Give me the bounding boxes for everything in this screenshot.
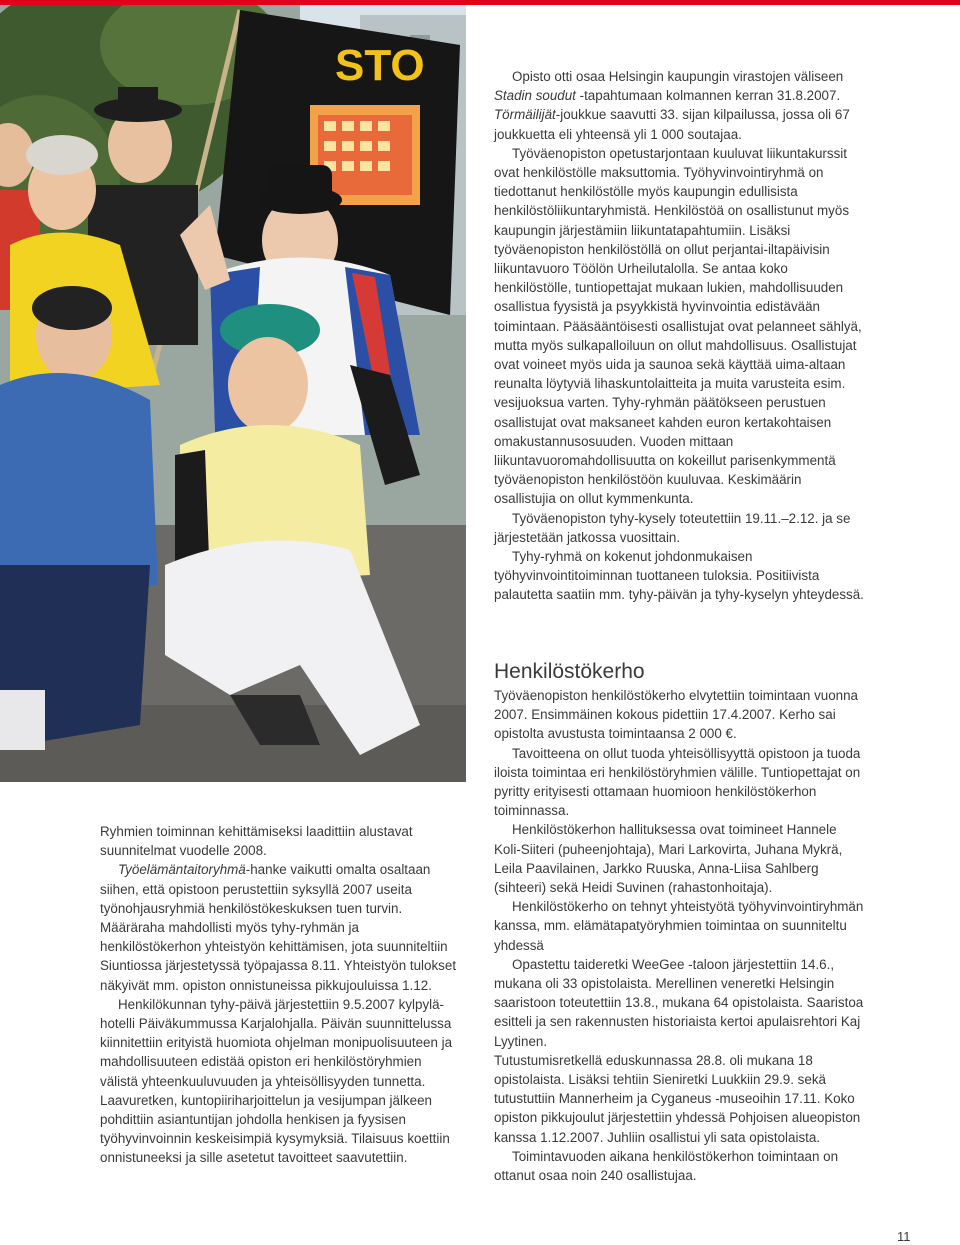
left-paragraph-2 [100,860,462,994]
page-number: 11 [897,1229,911,1244]
club-paragraph-2: Tavoitteena on ollut tuoda yhteisöllisyyttä opistoon ja tuoda iloista toimintaa eri henkilöstöryhmien välille. Tuntiopettajat on pyritty erityisesti ottamaan huomioon henkilöstökerhon toiminnassa. [494,745,861,819]
right-paragraph-1-b: -tapahtumaan kolmannen kerran 31.8.2007. [575,88,841,104]
right-paragraph-1-em1: Stadin soudut [494,88,576,104]
right-paragraph-1 [494,67,866,144]
left-paragraph-2-emphasis: Työelämäntaitoryhmä [118,862,246,878]
group-photo [0,5,466,782]
right-column-top-text [494,67,866,605]
left-paragraph-1: Ryhmien toiminnan kehittämiseksi laadittiin alustavat suunnitelmat vuodelle 2008. [100,824,413,859]
right-paragraph-4: Tyhy-ryhmä on kokenut johdonmukaisen työhyvinvointitoiminnan tuottaneen tuloksia. Positiivista palautetta saatiin mm. tyhy-päivän ja tyhy-kyselyn yhteydessä. [494,549,864,603]
club-paragraph-4: Henkilöstökerho on tehnyt yhteistyötä työhyvinvointiryhmän kanssa, mm. elämätapatyöryhmien toimintaa on suunniteltu yhdessä [494,899,864,953]
club-paragraph-1: Työväenopiston henkilöstökerho elvytettiin toimintaan vuonna 2007. Ensimmäinen kokous pidettiin 17.4.2007. Kerho sai opistolta avustusta toimintaansa 2 000 €. [494,688,859,742]
club-paragraph-3: Henkilöstökerhon hallituksessa ovat toimineet Hannele Koli-Siiteri (puheenjohtaja), Mari Larkovirta, Juhana Mykrä, Leila Paavilainen, Jarkko Ruuska, Anna-Liisa Sahlberg (sihteeri) sekä Heidi Suvinen (rahastonhoitaja). [494,822,843,896]
left-paragraph-3: Henkilökunnan tyhy-päivä järjestettiin 9.5.2007 kylpylä-hotelli Päiväkummussa Karjalohjalla. Päivän suunnittelussa kiinnitettiin erityistä huomiota ohjelman monipuolisuuteen ja mahdollisuuteen edistää opiston eri henkilöstöryhmien välistä yhteenkuuluvuuden ja yhteisöllisyyden tunnetta. Laavuretken, kuntopiiriharjoittelun ja vesijumpan jälkeen pohdittiin asiantuntijan johdolla henkisen ja fyysisen työhyvinvoinnin keskeisimpiä kysymyksiä. Tilaisuus koettiin onnistuneeksi ja sille asetetut tavoitteet saavutettiin. [100,996,453,1166]
club-paragraph-7: Toimintavuoden aikana henkilöstökerhon toimintaan on ottanut osaa noin 240 osallistujaa. [494,1148,839,1184]
right-paragraph-3: Työväenopiston tyhy-kysely toteutettiin 19.11.–2.12. ja se järjestetään jatkossa vuosittain. [494,510,851,545]
group-photo-illustration [0,5,466,782]
section-heading: Henkilöstökerho [494,660,645,683]
right-paragraph-2: Työväenopiston opetustarjontaan kuuluvat liikuntakurssit ovat henkilöstölle maksuttomia. Työhyvinvointiryhmä on tiedottanut henkilöstölle myös kaupungin edullisista henkilöstöliikuntaryhmistä. Henkilöstöä on osallistunut myös kaupungin järjestämiin liikuntatapahtumiin. Lisäksi työväenopiston henkilöstöllä on ollut perjantai-iltapäivisin liikuntavuoro Töölön Urheilutalolla. Se antaa koko henkilöstölle, tuntiopettajat mukaan lukien, mahdollisuuden osallistua fyysistä ja psyykkistä hyvinvointia edistävään toimintaan. Pääsääntöisesti osallistujat ovat pelanneet sählyä, mutta myös sulkapalloiluun on ollut mahdollisuus. Osallistujat ovat voineet myös uida ja saunoa sekä käyttää uima-altaan reunalta löytyviä lihaskuntolaitteita ja muita varusteita esim. vesijuoksua varten. Tyhy-ryhmän päätökseen perustuen osallistujat ovat maksaneet kahden euron kertakohtaisen omakustannusosuuden. Vuoden mittaan liikuntavuoromahdollisuutta on kokeillut parisenkymmentä työväenopiston henkilöstöön kuuluvaa. Keskimäärin osallistujia on ollut kymmenkunta. [494,145,862,507]
left-column-text [100,822,462,1168]
club-paragraph-5: Opastettu taideretki WeeGee -taloon järjestettiin 14.6., mukana oli 33 opistolaista. Merellinen veneretki Helsingin saaristoon toteutettiin 13.8., mukana 64 opistolaista. Saaristoa esitteli ja sen rakennusten historiaista kertoi apulaisrehtori Kaj Lyytinen. [494,956,864,1049]
club-paragraph-6: Tutustumisretkellä eduskunnassa 28.8. oli mukana 18 opistolaista. Lisäksi tehtiin Sieniretki Luukkiin 29.9. sekä tutustuttiin Mannerheim ja Cyganeus -museoihin 17.11. Koko opiston pikkujoulut järjestettiin yhdessä Pohjoisen alueopiston kanssa 1.12.2007. Juhliin osallistui yli sata opistolaista. [494,1052,861,1145]
right-column-bottom-text [494,686,866,1185]
banner-text: STO [335,41,425,90]
right-paragraph-1-a: Opisto otti osaa Helsingin kaupungin virastojen väliseen [512,69,844,84]
right-paragraph-1-em2: Törmäilijät [494,107,556,123]
right-paragraph-1-c: -joukkue saavutti 33. sijan kilpailussa, jossa oli 67 joukkuetta eli yhteensä yli 1 000 soutajaa. [494,107,850,142]
left-paragraph-2-text: -hanke vaikutti omalta osaltaan siihen, että opistoon perustettiin syksyllä 2007 useita työnohjausryhmiä henkilöstökeskuksen tuen turvin. Määräraha mahdollisti myös tyhy-ryhmän ja henkilöstökerhon yhteistyön kehittämisen, jota suunniteltiin Siuntiossa järjestetyssä työpajassa 8.11. Yhteistyön tulokset näkyivät mm. opiston onnistuneissa pikkujouluissa 1.12. [100,862,457,993]
